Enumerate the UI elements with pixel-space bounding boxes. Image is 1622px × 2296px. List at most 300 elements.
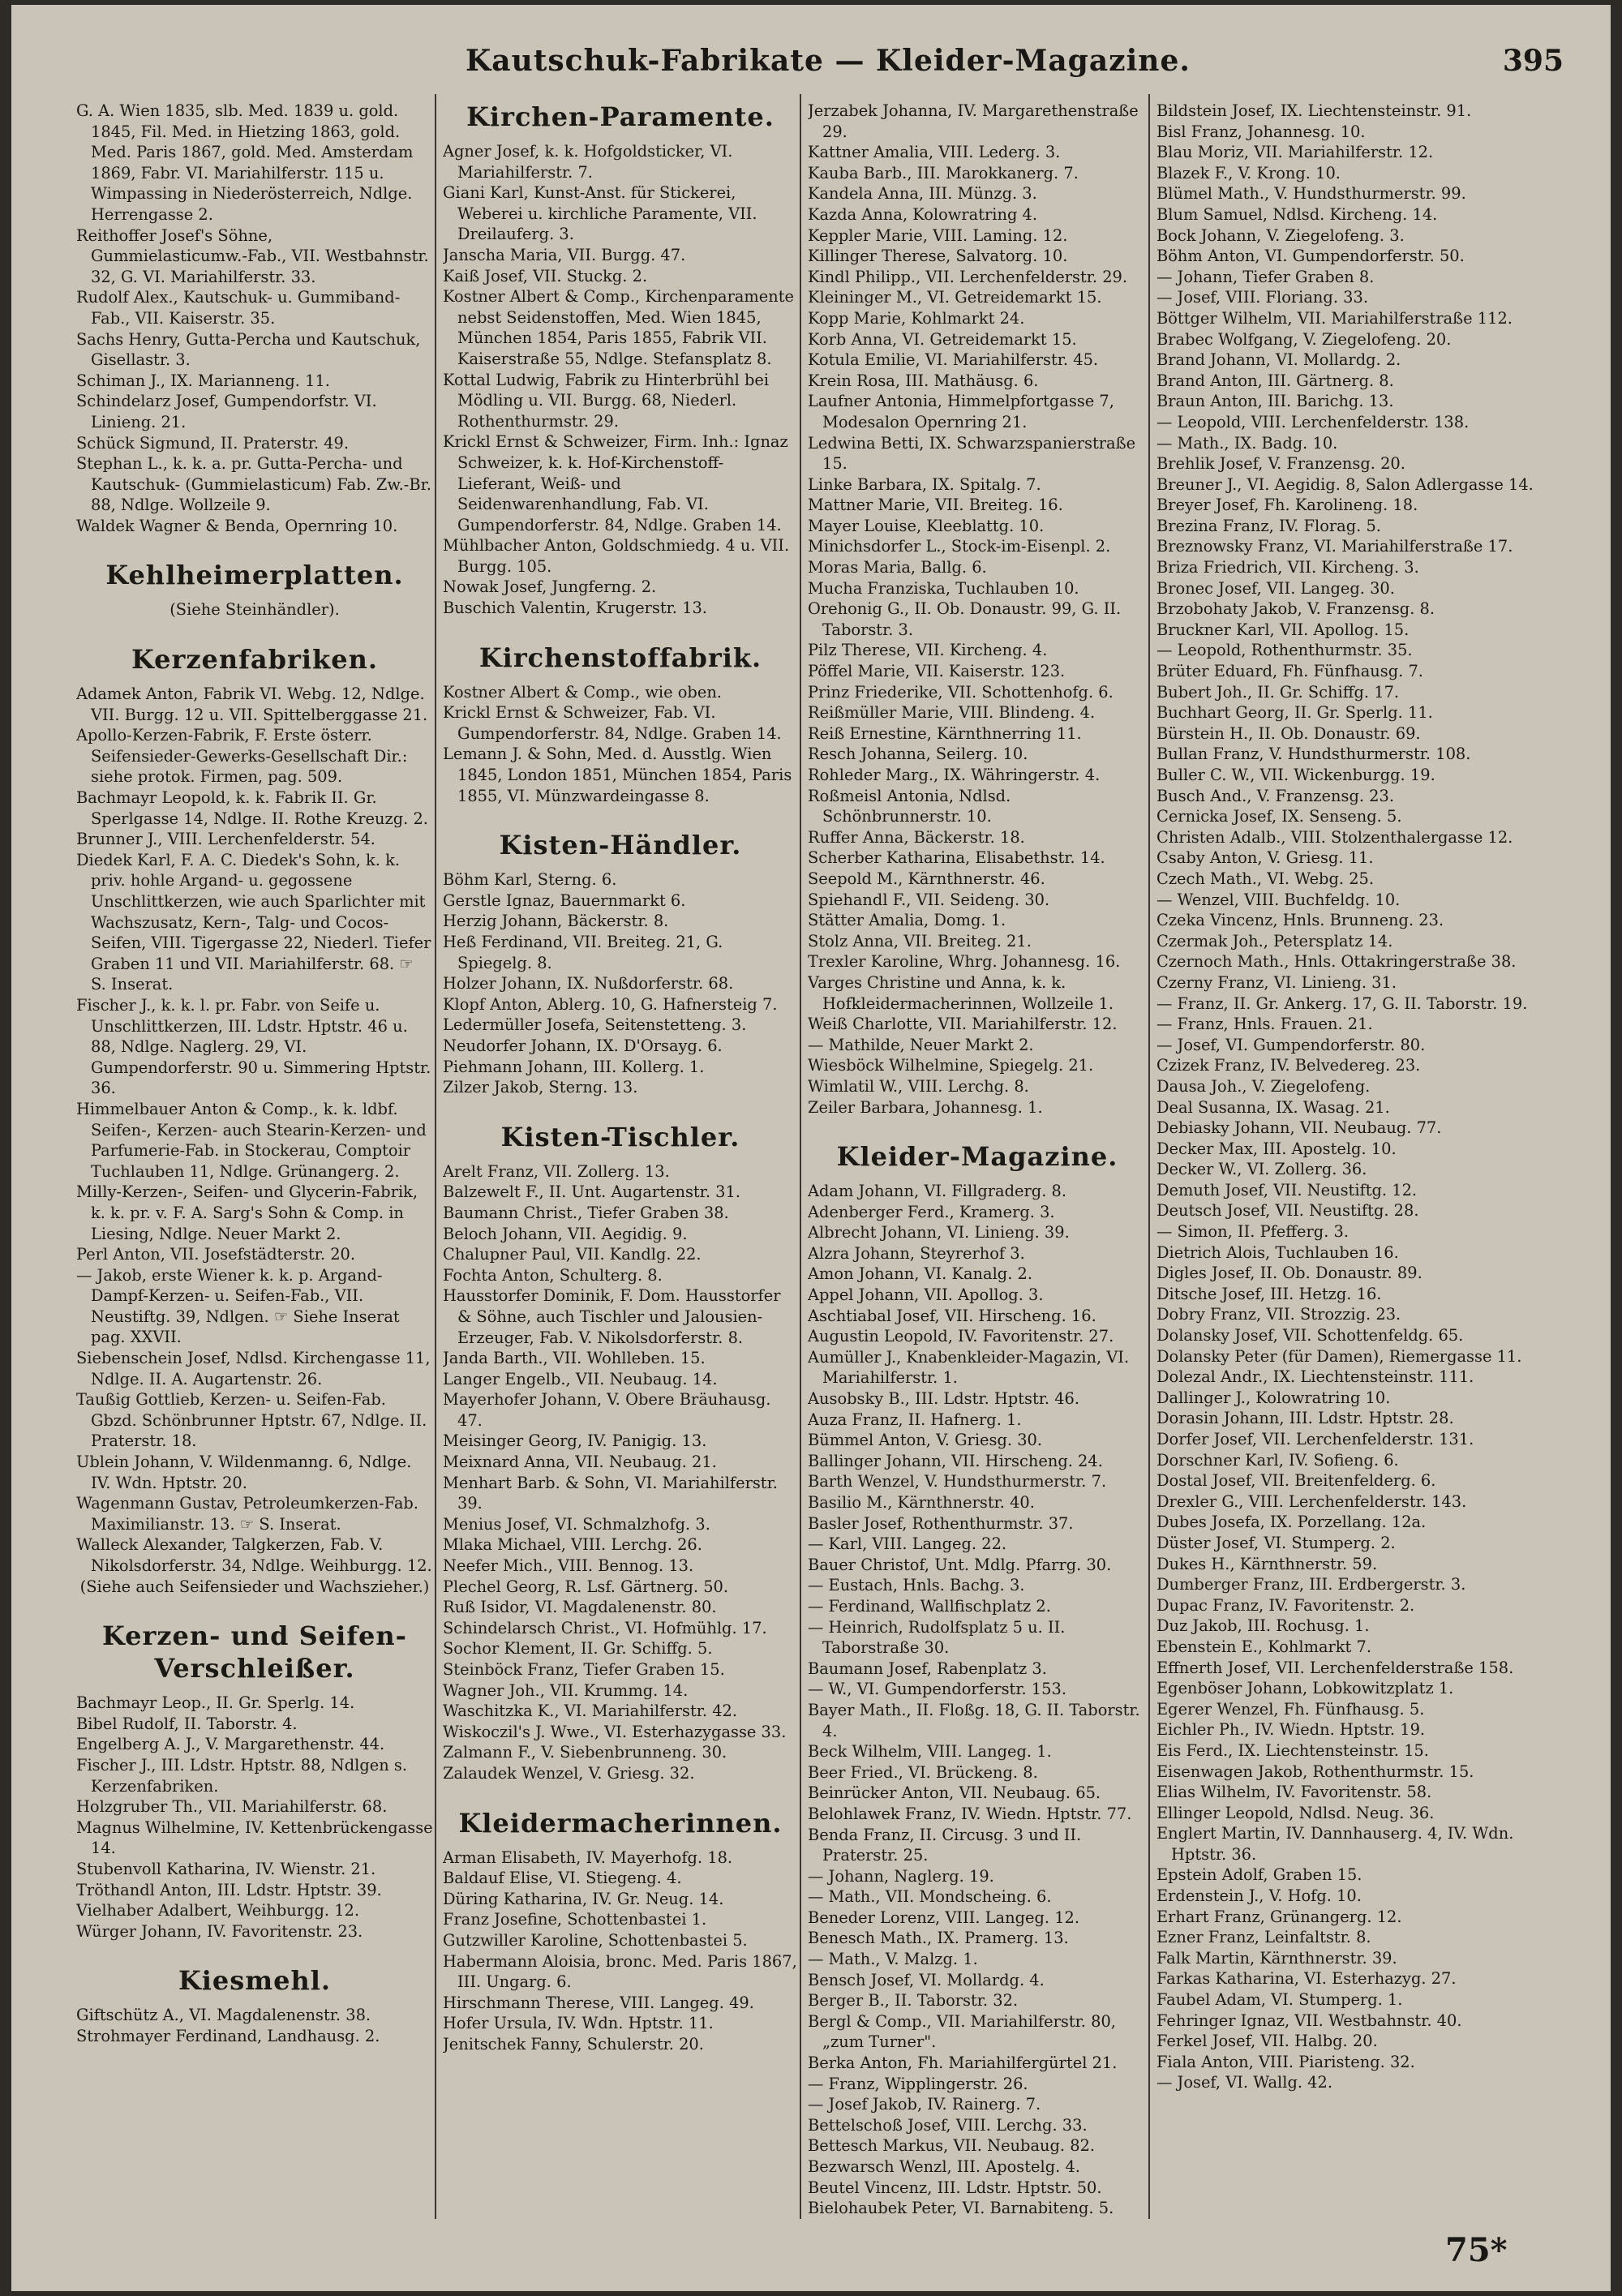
directory-entry: Eisenwagen Jakob, Rothenthurmstr. 15.: [1156, 1762, 1474, 1781]
directory-entry: Bock Johann, V. Ziegelofeng. 3.: [1156, 225, 1405, 245]
directory-entry: Kaiß Josef, VII. Stuckg. 2.: [443, 266, 648, 285]
directory-entry: Drexler G., VIII. Lerchenfelderstr. 143.: [1156, 1491, 1467, 1511]
directory-entry: Stätter Amalia, Domg. 1.: [808, 911, 1006, 930]
directory-entry: Kindl Philipp., VII. Lerchenfelderstr. 29.: [808, 267, 1128, 286]
directory-entry: Prinz Friederike, VII. Schottenhofg. 6.: [808, 682, 1114, 702]
directory-entry: Spiehandl F., VII. Seideng. 30.: [808, 890, 1050, 909]
directory-entry: — Wenzel, VIII. Buchfeldg. 10.: [1156, 890, 1401, 909]
directory-entry: Mlaka Michael, VIII. Lerchg. 26.: [443, 1535, 702, 1555]
directory-entry: Waschitzka K., VI. Mariahilferstr. 42.: [443, 1702, 738, 1721]
directory-entry: Egerer Wenzel, Fh. Fünfhausg. 5.: [1156, 1699, 1425, 1719]
directory-entry: Orehonig G., II. Ob. Donaustr. 99, G. II. Taborstr. 3.: [808, 599, 1122, 639]
directory-entry: Barth Wenzel, V. Hundsthurmerstr. 7.: [808, 1472, 1107, 1491]
section-heading: Kirchenstoffabrik.: [478, 642, 762, 673]
directory-entry: Bensch Josef, VI. Mollardg. 4.: [808, 1970, 1045, 1989]
directory-entry: Arelt Franz, VII. Zollerg. 13.: [443, 1161, 670, 1181]
directory-entry: Dorschner Karl, IV. Sofieng. 6.: [1156, 1450, 1399, 1470]
directory-entry: Erdenstein J., V. Hofg. 10.: [1156, 1886, 1362, 1906]
directory-entry: Czermak Joh., Petersplatz 14.: [1156, 931, 1393, 951]
directory-entry: Bisl Franz, Johannesg. 10.: [1156, 122, 1366, 141]
directory-entry: Böttger Wilhelm, VII. Mariahilferstraße 112.: [1156, 308, 1513, 328]
directory-entry: Sachs Henry, Gutta-Percha und Kautschuk, Gisellastr. 3.: [76, 329, 421, 370]
directory-entry: Tröthandl Anton, III. Ldstr. Hptstr. 39.: [76, 1880, 382, 1899]
directory-entry: Eichler Ph., IV. Wiedn. Hptstr. 19.: [1156, 1720, 1426, 1740]
directory-entry: Dallinger J., Kolowratring 10.: [1156, 1388, 1391, 1407]
directory-entry: Neudorfer Johann, IX. D'Orsayg. 6.: [443, 1036, 723, 1055]
directory-entry: Berger B., II. Taborstr. 32.: [808, 1991, 1019, 2011]
directory-entry: Strohmayer Ferdinand, Landhausg. 2.: [76, 2026, 380, 2045]
directory-entry: — Franz, Hnls. Frauen. 21.: [1156, 1015, 1373, 1034]
directory-entry: Herzig Johann, Bäckerstr. 8.: [443, 912, 669, 931]
directory-entry: Deutsch Josef, VII. Neustiftg. 28.: [1156, 1201, 1419, 1221]
directory-entry: — W., VI. Gumpendorferstr. 153.: [808, 1680, 1066, 1699]
directory-entry: Czerny Franz, VI. Linieng. 31.: [1156, 972, 1397, 992]
directory-entry: Laufner Antonia, Himmelpfortgasse 7, Modesalon Opernring 21.: [808, 392, 1114, 431]
section-heading: Kirchen-Paramente.: [466, 101, 775, 132]
directory-entry: Mühlbacher Anton, Goldschmiedg. 4 u. VII. Burgg. 105.: [443, 536, 790, 576]
directory-entry: Hofer Ursula, IV. Wdn. Hptstr. 11.: [443, 2014, 714, 2033]
directory-entry: Giani Karl, Kunst-Anst. für Stickerei, Weberei u. kirchliche Paramente, VII. Dreilauferg. 3.: [443, 183, 757, 244]
directory-entry: Taußig Gottlieb, Kerzen- u. Seifen-Fab. Gbzd. Schönbrunner Hptstr. 67, Ndlge. II. Praterstr. 18.: [76, 1390, 427, 1451]
directory-entry: Franz Josefine, Schottenbastei 1.: [443, 1910, 707, 1929]
directory-entry: — Josef, VIII. Floriang. 33.: [1156, 288, 1368, 307]
section-heading: Kleidermacherinnen.: [458, 1807, 783, 1839]
section-heading: Kerzen- und Seifen-Verschleißer.: [102, 1620, 407, 1684]
directory-entry: Waldek Wagner & Benda, Opernring 10.: [76, 516, 398, 535]
directory-entry: — Karl, VIII. Langeg. 22.: [808, 1534, 1007, 1554]
directory-entry: — Franz, Wipplingerstr. 26.: [808, 2074, 1028, 2093]
directory-entry: Arman Elisabeth, IV. Mayerhofg. 18.: [443, 1848, 733, 1867]
directory-entry: Krickl Ernst & Schweizer, Fab. VI. Gumpendorferstr. 84, Ndlge. Graben 14.: [443, 703, 782, 743]
directory-entry: Ballinger Johann, VII. Hirscheng. 24.: [808, 1451, 1103, 1470]
directory-entry: Rudolf Alex., Kautschuk- u. Gummiband-Fab., VII. Kaiserstr. 35.: [76, 288, 401, 328]
directory-entry: Jerzabek Johanna, IV. Margarethenstraße 29.: [808, 101, 1139, 141]
directory-entry: — Johann, Naglerg. 19.: [808, 1866, 994, 1886]
directory-entry: Dobry Franz, VII. Strozzig. 23.: [1156, 1305, 1401, 1324]
directory-entry: Dubes Josefa, IX. Porzellang. 12a.: [1156, 1513, 1427, 1532]
directory-entry: Lemann J. & Sohn, Med. d. Ausstlg. Wien 1845, London 1851, München 1854, Paris 1855, VI. Münzwardeingasse 8.: [443, 745, 792, 805]
section-heading: Kiesmehl.: [178, 1965, 332, 1997]
directory-entry: Farkas Katharina, VI. Esterhazyg. 27.: [1156, 1969, 1457, 1989]
directory-entry: Baumann Josef, Rabenplatz 3.: [808, 1659, 1047, 1678]
directory-entry: Gerstle Ignaz, Bauernmarkt 6.: [443, 891, 686, 910]
section-heading: Kehlheimerplatten.: [105, 560, 404, 591]
column-1: [76, 101, 433, 2225]
directory-entry: Cernicka Josef, IX. Senseng. 5.: [1156, 807, 1402, 826]
directory-entry: Mayerhofer Johann, V. Obere Bräuhausg. 47.: [443, 1390, 771, 1430]
directory-entry: Pöffel Marie, VII. Kaiserstr. 123.: [808, 662, 1066, 681]
directory-entry: Klopf Anton, Ablerg. 10, G. Hafnersteig 7.: [443, 994, 778, 1014]
directory-entry: Holzgruber Th., VII. Mariahilferstr. 68.: [76, 1797, 388, 1817]
directory-entry: Czeka Vincenz, Hnls. Brunneng. 23.: [1156, 911, 1444, 930]
directory-entry: Wiskoczil's J. Wwe., VI. Esterhazygasse 33.: [443, 1722, 787, 1741]
directory-entry: Bürstein H., II. Ob. Donaustr. 69.: [1156, 723, 1421, 743]
directory-entry: Berka Anton, Fh. Mariahilfergürtel 21.: [808, 2054, 1118, 2073]
directory-entry: Vielhaber Adalbert, Weihburgg. 12.: [76, 1901, 360, 1920]
directory-entry: Janscha Maria, VII. Burgg. 47.: [443, 245, 686, 264]
directory-entry: Ruffer Anna, Bäckerstr. 18.: [808, 827, 1025, 847]
directory-entry: Ausobsky B., III. Ldstr. Hptstr. 46.: [808, 1389, 1080, 1409]
directory-entry: Duz Jakob, III. Rochusg. 1.: [1156, 1616, 1370, 1636]
directory-entry: Wagenmann Gustav, Petroleumkerzen-Fab. Maximilianstr. 13. ☞ S. Inserat.: [76, 1494, 418, 1534]
directory-entry: Buschich Valentin, Krugerstr. 13.: [443, 599, 707, 618]
directory-entry: Linke Barbara, IX. Spitalg. 7.: [808, 474, 1041, 494]
directory-entry: Rohleder Marg., IX. Währingerstr. 4.: [808, 766, 1101, 784]
directory-entry: Fiala Anton, VIII. Piaristeng. 32.: [1156, 2052, 1415, 2071]
directory-entry: Bauer Christof, Unt. Mdlg. Pfarrg. 30.: [808, 1555, 1112, 1574]
directory-entry: Siebenschein Josef, Ndlsd. Kirchengasse 11, Ndlge. II. A. Augartenstr. 26.: [76, 1349, 431, 1388]
directory-entry: — Simon, II. Pfefferg. 3.: [1156, 1222, 1350, 1242]
directory-entry: Ublein Johann, V. Wildenmanng. 6, Ndlge. IV. Wdn. Hptstr. 20.: [76, 1453, 412, 1492]
directory-entry: Falk Martin, Kärnthnerstr. 39.: [1156, 1948, 1397, 1968]
directory-entry: Steinböck Franz, Tiefer Graben 15.: [443, 1660, 725, 1679]
directory-entry: Brzobohaty Jakob, V. Franzensg. 8.: [1156, 599, 1435, 619]
section-heading: Kleider-Magazine.: [836, 1141, 1118, 1173]
directory-entry: Braun Anton, III. Barichg. 13.: [1156, 392, 1394, 411]
directory-entry: Bubert Joh., II. Gr. Schiffg. 17.: [1156, 682, 1400, 702]
directory-entry: Ebenstein E., Kohlmarkt 7.: [1156, 1637, 1372, 1656]
directory-entry: Dolezal Andr., IX. Liechtensteinstr. 111.: [1156, 1367, 1474, 1387]
directory-entry: Kopp Marie, Kohlmarkt 24.: [808, 308, 1025, 328]
directory-entry: Benesch Math., IX. Pramerg. 13.: [808, 1929, 1069, 1948]
directory-entry: Hausstorfer Dominik, F. Dom. Hausstorfer & Söhne, auch Tischler und Jalousien-Erzeuger, Fab. V. Nikolsdorferstr. 8.: [443, 1286, 781, 1347]
directory-entry: Kottal Ludwig, Fabrik zu Hinterbrühl bei Mödling u. VII. Burgg. 68, Niederl. Rothenthurmstr. 29.: [443, 370, 770, 431]
column-rule: [800, 94, 801, 2219]
directory-entry: Milly-Kerzen-, Seifen- und Glycerin-Fabrik, k. k. pr. v. F. A. Sarg's Sohn & Comp. in Liesing, Ndlge. Neuer Markt 2.: [76, 1182, 418, 1243]
directory-entry: Fischer J., k. k. l. pr. Fabr. von Seife u. Unschlittkerzen, III. Ldstr. Hptstr. 46 u. 88, Ndlge. Naglerg. 29, VI. Gumpendorferstr. 90 u. Simmering Hptstr. 36.: [76, 995, 431, 1098]
directory-entry: Mattner Marie, VII. Breiteg. 16.: [808, 496, 1063, 515]
directory-entry: Brezina Franz, IV. Florag. 5.: [1156, 516, 1381, 535]
directory-entry: Brand Johann, VI. Mollardg. 2.: [1156, 350, 1401, 370]
directory-entry: Meixnard Anna, VII. Neubaug. 21.: [443, 1453, 717, 1472]
directory-entry: Blum Samuel, Ndlsd. Kircheng. 14.: [1156, 204, 1438, 224]
directory-entry: Effnerth Josef, VII. Lerchenfelderstraße 158.: [1156, 1658, 1514, 1677]
directory-entry: — Heinrich, Rudolfsplatz 5 u. II. Taborstraße 30.: [808, 1617, 1066, 1658]
directory-entry: Balzewelt F., II. Unt. Augartenstr. 31.: [443, 1182, 740, 1202]
directory-entry: — Math., V. Malzg. 1.: [808, 1950, 978, 1969]
directory-entry: Menhart Barb. & Sohn, VI. Mariahilferstr. 39.: [443, 1473, 778, 1513]
directory-entry: Perl Anton, VII. Josefstädterstr. 20.: [76, 1245, 356, 1264]
directory-entry: Belohlawek Franz, IV. Wiedn. Hptstr. 77.: [808, 1804, 1132, 1823]
directory-entry: Aumüller J., Knabenkleider-Magazin, VI. Mariahilferstr. 1.: [808, 1347, 1130, 1388]
directory-entry: Weiß Charlotte, VII. Mariahilferstr. 12.: [808, 1015, 1118, 1034]
directory-entry: Böhm Karl, Sterng. 6.: [443, 870, 617, 890]
directory-entry: Digles Josef, II. Ob. Donaustr. 89.: [1156, 1264, 1422, 1283]
directory-entry: Englert Martin, IV. Dannhauserg. 4, IV. Wdn. Hptstr. 36.: [1156, 1824, 1514, 1864]
directory-entry: Varges Christine und Anna, k. k. Hofkleidermacherinnen, Wollzeile 1.: [808, 972, 1114, 1013]
column-3: [808, 101, 1147, 2225]
directory-entry: Elias Wilhelm, IV. Favoritenstr. 58.: [1156, 1783, 1432, 1802]
column-2: [443, 101, 798, 2225]
directory-entry: Ditsche Josef, III. Hetzg. 16.: [1156, 1284, 1382, 1303]
directory-entry: Reißmüller Marie, VIII. Blindeng. 4.: [808, 703, 1096, 723]
directory-entry: Roßmeisl Antonia, Ndlsd. Schönbrunnerstr. 10.: [808, 786, 1011, 826]
directory-entry: Mayer Louise, Kleeblattg. 10.: [808, 516, 1045, 535]
directory-entry: Blau Moriz, VII. Mariahilferstr. 12.: [1156, 143, 1434, 162]
cross-reference-note: (Siehe Steinhändler).: [169, 600, 340, 620]
directory-entry: Ledermüller Josefa, Seitenstetteng. 3.: [443, 1015, 747, 1035]
directory-entry: Wagner Joh., VII. Krummg. 14.: [443, 1680, 689, 1700]
directory-entry: Benda Franz, II. Circusg. 3 und II. Praterstr. 25.: [808, 1825, 1082, 1865]
directory-entry: Epstein Adolf, Graben 15.: [1156, 1865, 1362, 1885]
directory-entry: Debiasky Johann, VII. Neubaug. 77.: [1156, 1118, 1442, 1138]
directory-entry: — Leopold, Rothenthurmstr. 35.: [1156, 641, 1413, 660]
section-heading: Kerzenfabriken.: [131, 644, 378, 676]
directory-entry: Brand Anton, III. Gärtnerg. 8.: [1156, 371, 1394, 390]
directory-entry: Decker W., VI. Zollerg. 36.: [1156, 1160, 1367, 1179]
directory-entry: — Josef, VI. Gumpendorferstr. 80.: [1156, 1035, 1426, 1054]
directory-entry: Janda Barth., VII. Wohlleben. 15.: [443, 1349, 706, 1368]
directory-entry: Dukes H., Kärnthnerstr. 59.: [1156, 1554, 1378, 1573]
directory-entry: Zalaudek Wenzel, V. Griesg. 32.: [443, 1763, 695, 1783]
directory-entry: Bildstein Josef, IX. Liechtensteinstr. 91.: [1156, 101, 1472, 120]
directory-entry: Walleck Alexander, Talgkerzen, Fab. V. Nikolsdorferstr. 34, Ndlge. Weihburgg. 12.: [76, 1535, 432, 1575]
directory-entry: Engelberg A. J., V. Margarethenstr. 44.: [76, 1735, 385, 1754]
directory-entry: — Josef, VI. Wallg. 42.: [1156, 2073, 1333, 2092]
directory-entry: Himmelbauer Anton & Comp., k. k. ldbf. Seifen-, Kerzen- auch Stearin-Kerzen- und Parfumerie-Fab. in Stockerau, Comptoir Tuchlauben 11, Ndlge. Grünangerg. 2.: [76, 1099, 427, 1181]
directory-entry: Augustin Leopold, IV. Favoritenstr. 27.: [808, 1327, 1114, 1346]
directory-entry: Bielohaubek Peter, VI. Barnabiteng. 5.: [808, 2199, 1114, 2218]
directory-entry: Hirschmann Therese, VIII. Langeg. 49.: [443, 1993, 754, 2012]
signature-mark: 75*: [1445, 2231, 1508, 2269]
directory-entry: — Jakob, erste Wiener k. k. p. Argand-Dampf-Kerzen- u. Seifen-Fab., VII. Neustiftg. 39, Ndlgen. ☞ Siehe Inserat pag. XXVII.: [76, 1265, 400, 1347]
page-number: 395: [1502, 44, 1564, 78]
directory-entry: Auza Franz, II. Hafnerg. 1.: [808, 1410, 1022, 1429]
directory-entry: Erhart Franz, Grünangerg. 12.: [1156, 1907, 1402, 1926]
directory-entry: Wiesböck Wilhelmine, Spiegelg. 21.: [808, 1056, 1094, 1075]
directory-entry: Wimlatil W., VIII. Lerchg. 8.: [808, 1076, 1029, 1096]
directory-entry: Jenitschek Fanny, Schulerstr. 20.: [443, 2034, 704, 2054]
directory-entry: Beutel Vincenz, III. Ldstr. Hptstr. 50.: [808, 2178, 1102, 2197]
directory-entry: Heß Ferdinand, VII. Breiteg. 21, G. Spiegelg. 8.: [443, 933, 723, 972]
directory-entry: Adam Johann, VI. Fillgraderg. 8.: [808, 1182, 1067, 1201]
directory-entry: Kostner Albert & Comp., Kirchenparamente nebst Seidenstoffen, Med. Wien 1845, München 1854, Paris 1855, Fabrik VII. Kaiserstraße 55, Ndlge. Stefansplatz 8.: [443, 287, 795, 368]
directory-entry: Kleininger M., VI. Getreidemarkt 15.: [808, 288, 1102, 307]
directory-entry: Schiman J., IX. Marianneng. 11.: [76, 371, 330, 390]
directory-entry: Bezwarsch Wenzl, III. Apostelg. 4.: [808, 2157, 1080, 2176]
directory-entry: Dorfer Josef, VII. Lerchenfelderstr. 131.: [1156, 1430, 1474, 1448]
running-head: Kautschuk-Fabrikate — Kleider-Magazine.: [466, 44, 1191, 78]
directory-entry: Stubenvoll Katharina, IV. Wienstr. 21.: [76, 1859, 376, 1878]
directory-entry: Amon Johann, VI. Kanalg. 2.: [808, 1264, 1033, 1284]
directory-entry: Ruß Isidor, VI. Magdalenenstr. 80.: [443, 1598, 717, 1617]
directory-entry: Ferkel Josef, VII. Halbg. 20.: [1156, 2032, 1378, 2051]
directory-entry: Baldauf Elise, VI. Stiegeng. 4.: [443, 1869, 682, 1888]
directory-entry: Ledwina Betti, IX. Schwarzspanierstraße 15.: [808, 433, 1136, 474]
directory-entry: Chalupner Paul, VII. Kandlg. 22.: [443, 1245, 702, 1264]
directory-entry: — Leopold, VIII. Lerchenfelderstr. 138.: [1156, 412, 1470, 431]
directory-entry: Appel Johann, VII. Apollog. 3.: [808, 1285, 1044, 1305]
directory-entry: — Math., IX. Badg. 10.: [1156, 433, 1338, 453]
cross-reference-note: (Siehe auch Seifensieder und Wachszieher.): [79, 1577, 430, 1596]
directory-entry: Brabec Wolfgang, V. Ziegelofeng. 20.: [1156, 329, 1452, 349]
section-heading: Kisten-Händler.: [499, 830, 742, 861]
directory-entry: Ellinger Leopold, Ndlsd. Neug. 36.: [1156, 1803, 1435, 1822]
directory-entry: Magnus Wilhelmine, IV. Kettenbrückengasse 14.: [76, 1817, 433, 1858]
directory-entry: Breuner J., VI. Aegidig. 8, Salon Adlergasse 14.: [1156, 474, 1534, 494]
directory-entry: Trexler Karoline, Whrg. Johannesg. 16.: [808, 952, 1121, 972]
directory-entry: Krein Rosa, III. Mathäusg. 6.: [808, 371, 1039, 390]
directory-entry: Korb Anna, VI. Getreidemarkt 15.: [808, 329, 1077, 349]
directory-entry: Busch And., V. Franzensg. 23.: [1156, 786, 1395, 805]
directory-entry: Reiß Ernestine, Kärnthnerring 11.: [808, 723, 1082, 743]
directory-entry: — Mathilde, Neuer Markt 2.: [808, 1035, 1034, 1054]
directory-entry: Dolansky Josef, VII. Schottenfeldg. 65.: [1156, 1326, 1464, 1345]
directory-entry: Aschtiabal Josef, VII. Hirscheng. 16.: [808, 1306, 1096, 1325]
directory-entry: Bayer Math., II. Floßg. 18, G. II. Taborstr. 4.: [808, 1700, 1140, 1740]
directory-entry: Egenböser Johann, Lobkowitzplatz 1.: [1156, 1679, 1454, 1698]
directory-entry: Kotula Emilie, VI. Mariahilferstr. 45.: [808, 350, 1099, 370]
directory-entry: Faubel Adam, VI. Stumperg. 1.: [1156, 1990, 1403, 2010]
directory-entry: Breyer Josef, Fh. Karolineng. 18.: [1156, 496, 1418, 515]
directory-entry: Habermann Aloisia, bronc. Med. Paris 1867, III. Ungarg. 6.: [443, 1951, 797, 1992]
directory-entry: Brüter Eduard, Fh. Fünfhausg. 7.: [1156, 662, 1423, 681]
directory-entry: Blazek F., V. Krong. 10.: [1156, 163, 1341, 182]
directory-entry: Reithoffer Josef's Söhne, Gummielasticumw.-Fab., VII. Westbahnstr. 32, G. VI. Mariahilferstr. 33.: [76, 225, 429, 286]
directory-entry: — Josef Jakob, IV. Rainerg. 7.: [808, 2095, 1041, 2114]
directory-entry: Fochta Anton, Schulterg. 8.: [443, 1265, 663, 1285]
directory-entry: Giftschütz A., VI. Magdalenenstr. 38.: [76, 2006, 371, 2025]
directory-entry: Agner Josef, k. k. Hofgoldsticker, VI. Mariahilferstr. 7.: [443, 142, 733, 182]
directory-entry: Kazda Anna, Kolowratring 4.: [808, 204, 1038, 224]
directory-entry: Adenberger Ferd., Kramerg. 3.: [808, 1202, 1055, 1221]
directory-entry: Bronec Josef, VII. Langeg. 30.: [1156, 578, 1395, 598]
directory-entry: Würger Johann, IV. Favoritenstr. 23.: [76, 1921, 363, 1941]
directory-entry: Albrecht Johann, VI. Linieng. 39.: [808, 1223, 1070, 1242]
directory-entry: Schindelarz Josef, Gumpendorfstr. VI. Linieng. 21.: [76, 392, 377, 431]
directory-entry: Böhm Anton, VI. Gumpendorferstr. 50.: [1156, 247, 1465, 266]
directory-entry: Dorasin Johann, III. Ldstr. Hptstr. 28.: [1156, 1409, 1454, 1428]
directory-entry: Sochor Klement, II. Gr. Schiffg. 5.: [443, 1639, 713, 1659]
directory-entry: Minichsdorfer L., Stock-im-Eisenpl. 2.: [808, 537, 1111, 556]
directory-entry: Plechel Georg, R. Lsf. Gärtnerg. 50.: [443, 1577, 729, 1596]
directory-entry: Eis Ferd., IX. Liechtensteinstr. 15.: [1156, 1740, 1429, 1760]
directory-entry: Beinrücker Anton, VII. Neubaug. 65.: [808, 1783, 1101, 1803]
directory-entry: Schindelarsch Christ., VI. Hofmühlg. 17.: [443, 1618, 767, 1637]
directory-entry: Alzra Johann, Steyrerhof 3.: [808, 1243, 1025, 1263]
directory-entry: Zeiler Barbara, Johannesg. 1.: [808, 1097, 1043, 1117]
directory-entry: Kostner Albert & Comp., wie oben.: [443, 682, 722, 702]
directory-entry: Meisinger Georg, IV. Panigig. 13.: [443, 1431, 707, 1451]
directory-entry: Blümel Math., V. Hundsthurmerstr. 99.: [1156, 184, 1466, 204]
directory-entry: Kattner Amalia, VIII. Lederg. 3.: [808, 143, 1061, 162]
directory-entry: Resch Johanna, Seilerg. 10.: [808, 745, 1028, 764]
section-heading: Kisten-Tischler.: [500, 1121, 740, 1152]
directory-entry: Demuth Josef, VII. Neustiftg. 12.: [1156, 1180, 1418, 1199]
directory-entry: Killinger Therese, Salvatorg. 10.: [808, 247, 1068, 266]
page-header: [11, 44, 1611, 83]
directory-entry: — Ferdinand, Wallfischplatz 2.: [808, 1596, 1051, 1616]
directory-entry: Buller C. W., VII. Wickenburgg. 19.: [1156, 766, 1435, 784]
directory-entry: Langer Engelb., VII. Neubaug. 14.: [443, 1369, 718, 1388]
directory-entry: Keppler Marie, VIII. Laming. 12.: [808, 225, 1068, 245]
directory-entry: Schück Sigmund, II. Praterstr. 49.: [76, 433, 350, 453]
directory-entry: Czizek Franz, IV. Belvedereg. 23.: [1156, 1056, 1421, 1075]
directory-entry: Beneder Lorenz, VIII. Langeg. 12.: [808, 1908, 1080, 1927]
directory-entry: Czech Math., VI. Webg. 25.: [1156, 869, 1375, 888]
directory-entry: Decker Max, III. Apostelg. 10.: [1156, 1139, 1397, 1158]
directory-entry: Düster Josef, VI. Stumperg. 2.: [1156, 1533, 1396, 1552]
directory-entry: Neefer Mich., VIII. Bennog. 13.: [443, 1556, 694, 1576]
directory-entry: Dietrich Alois, Tuchlauben 16.: [1156, 1242, 1399, 1262]
directory-entry: Deal Susanna, IX. Wasag. 21.: [1156, 1097, 1390, 1117]
directory-entry: Kauba Barb., III. Marokkanerg. 7.: [808, 163, 1079, 182]
directory-entry: Bachmayr Leop., II. Gr. Sperlg. 14.: [76, 1693, 355, 1713]
directory-page: [11, 5, 1611, 2291]
directory-entry: Bergl & Comp., VII. Mariahilferstr. 80, „zum Turner".: [808, 2011, 1116, 2052]
directory-entry: Beck Wilhelm, VIII. Langeg. 1.: [808, 1742, 1052, 1762]
directory-entry: Zalmann F., V. Siebenbrunneng. 30.: [443, 1743, 727, 1762]
column-4: [1156, 101, 1562, 2225]
directory-entry: Piehmann Johann, III. Kollerg. 1.: [443, 1057, 705, 1076]
column-rule: [435, 94, 436, 2219]
directory-entry: Csaby Anton, V. Griesg. 11.: [1156, 848, 1374, 868]
directory-entry: Dostal Josef, VII. Breitenfelderg. 6.: [1156, 1471, 1436, 1491]
directory-entry: Dolansky Peter (für Damen), Riemergasse 11.: [1156, 1346, 1522, 1366]
directory-entry: Diedek Karl, F. A. C. Diedek's Sohn, k. k. priv. hohle Argand- u. gegossene Unschlittkerzen, wie auch Sparlichter mit Wachszusatz, Kern-, Talg- und Cocos-Seifen, VIII. Tigergasse 22, Niederl. Tiefer Graben 11 und VII. Mariahilferstr. 68. ☞ S. Inserat.: [76, 850, 431, 994]
directory-entry: Brehlik Josef, V. Franzensg. 20.: [1156, 454, 1405, 474]
directory-entry: Dumberger Franz, III. Erdbergerstr. 3.: [1156, 1575, 1466, 1594]
directory-entry: Bachmayr Leopold, k. k. Fabrik II. Gr. Sperlgasse 14, Ndlge. II. Rothe Kreuzg. 2.: [76, 788, 428, 828]
directory-entry: Fischer J., III. Ldstr. Hptstr. 88, Ndlgen s. Kerzenfabriken.: [76, 1755, 407, 1796]
directory-entry: — Eustach, Hnls. Bachg. 3.: [808, 1576, 1025, 1595]
directory-entry: Bullan Franz, V. Hundsthurmerstr. 108.: [1156, 745, 1471, 764]
directory-entry: Bruckner Karl, VII. Apollog. 15.: [1156, 620, 1410, 639]
directory-entry: Basler Josef, Rothenthurmstr. 37.: [808, 1513, 1074, 1533]
directory-entry: Buchhart Georg, II. Gr. Sperlg. 11.: [1156, 703, 1433, 723]
directory-entry: Krickl Ernst & Schweizer, Firm. Inh.: Ignaz Schweizer, k. k. Hof-Kirchenstoff-Lieferant, Weiß- und Seidenwarenhandlung, Fab. VI. Gumpendorferstr. 84, Ndlge. Graben 14.: [443, 432, 788, 534]
directory-entry: Dupac Franz, IV. Favoritenstr. 2.: [1156, 1595, 1415, 1615]
directory-entry: Stolz Anna, VII. Breiteg. 21.: [808, 931, 1032, 951]
directory-entry: Baumann Christ., Tiefer Graben 38.: [443, 1203, 729, 1222]
directory-entry: Düring Katharina, IV. Gr. Neug. 14.: [443, 1889, 724, 1908]
directory-entry: Bettelschoß Josef, VIII. Lerchg. 33.: [808, 2115, 1088, 2135]
directory-entry: Seepold M., Kärnthnerstr. 46.: [808, 869, 1045, 888]
directory-entry: Stephan L., k. k. a. pr. Gutta-Percha- und Kautschuk- (Gummielasticum) Fab. Zw.-Br. 88, Ndlge. Wollzeile 9.: [76, 454, 431, 515]
directory-entry: Brunner J., VIII. Lerchenfelderstr. 54.: [76, 830, 375, 849]
directory-entry: Basilio M., Kärnthnerstr. 40.: [808, 1493, 1035, 1512]
directory-entry: Pilz Therese, VII. Kircheng. 4.: [808, 641, 1048, 660]
column-rule: [1148, 94, 1150, 2219]
directory-entry: — Johann, Tiefer Graben 8.: [1156, 267, 1375, 286]
directory-entry: Beloch Johann, VII. Aegidig. 9.: [443, 1224, 688, 1243]
directory-entry: Breznowsky Franz, VI. Mariahilferstraße 17.: [1156, 537, 1513, 556]
directory-entry: Fehringer Ignaz, VII. Westbahnstr. 40.: [1156, 2011, 1462, 2030]
directory-entry: Bibel Rudolf, II. Taborstr. 4.: [76, 1714, 298, 1733]
directory-entry: Gutzwiller Karoline, Schottenbastei 5.: [443, 1930, 748, 1950]
directory-entry: Bümmel Anton, V. Griesg. 30.: [808, 1431, 1043, 1450]
directory-entry: Mucha Franziska, Tuchlauben 10.: [808, 578, 1079, 598]
directory-entry: Ezner Franz, Leinfaltstr. 8.: [1156, 1928, 1371, 1947]
directory-entry: Adamek Anton, Fabrik VI. Webg. 12, Ndlge. VII. Burgg. 12 u. VII. Spittelberggasse 21.: [76, 685, 428, 724]
directory-entry: Scherber Katharina, Elisabethstr. 14.: [808, 848, 1105, 868]
directory-entry: G. A. Wien 1835, slb. Med. 1839 u. gold. 1845, Fil. Med. in Hietzing 1863, gold. Med. Paris 1867, gold. Med. Amsterdam 1869, Fabr. VI. Mariahilferstr. 115 u. Wimpassing in Niederösterreich, Ndlge. Herrengasse 2.: [76, 101, 414, 224]
directory-entry: Kandela Anna, III. Münzg. 3.: [808, 184, 1037, 204]
directory-entry: Dausa Joh., V. Ziegelofeng.: [1156, 1076, 1371, 1096]
directory-entry: — Math., VII. Mondscheing. 6.: [808, 1887, 1052, 1907]
directory-entry: Christen Adalb., VIII. Stolzenthalergasse 12.: [1156, 827, 1513, 847]
directory-entry: Nowak Josef, Jungferng. 2.: [443, 577, 657, 597]
directory-entry: Bettesch Markus, VII. Neubaug. 82.: [808, 2136, 1096, 2156]
directory-entry: Czernoch Math., Hnls. Ottakringerstraße 38.: [1156, 952, 1517, 972]
directory-entry: Zilzer Jakob, Sterng. 13.: [443, 1078, 638, 1097]
directory-entry: Menius Josef, VI. Schmalzhofg. 3.: [443, 1514, 710, 1534]
directory-entry: Holzer Johann, IX. Nußdorferstr. 68.: [443, 974, 734, 994]
directory-entry: — Franz, II. Gr. Ankerg. 17, G. II. Taborstr. 19.: [1156, 994, 1528, 1013]
directory-entry: Beer Fried., VI. Brückeng. 8.: [808, 1762, 1038, 1782]
directory-entry: Apollo-Kerzen-Fabrik, F. Erste österr. Seifensieder-Gewerks-Gesellschaft Dir.: siehe protok. Firmen, pag. 509.: [76, 726, 408, 787]
directory-entry: Briza Friedrich, VII. Kircheng. 3.: [1156, 558, 1419, 577]
